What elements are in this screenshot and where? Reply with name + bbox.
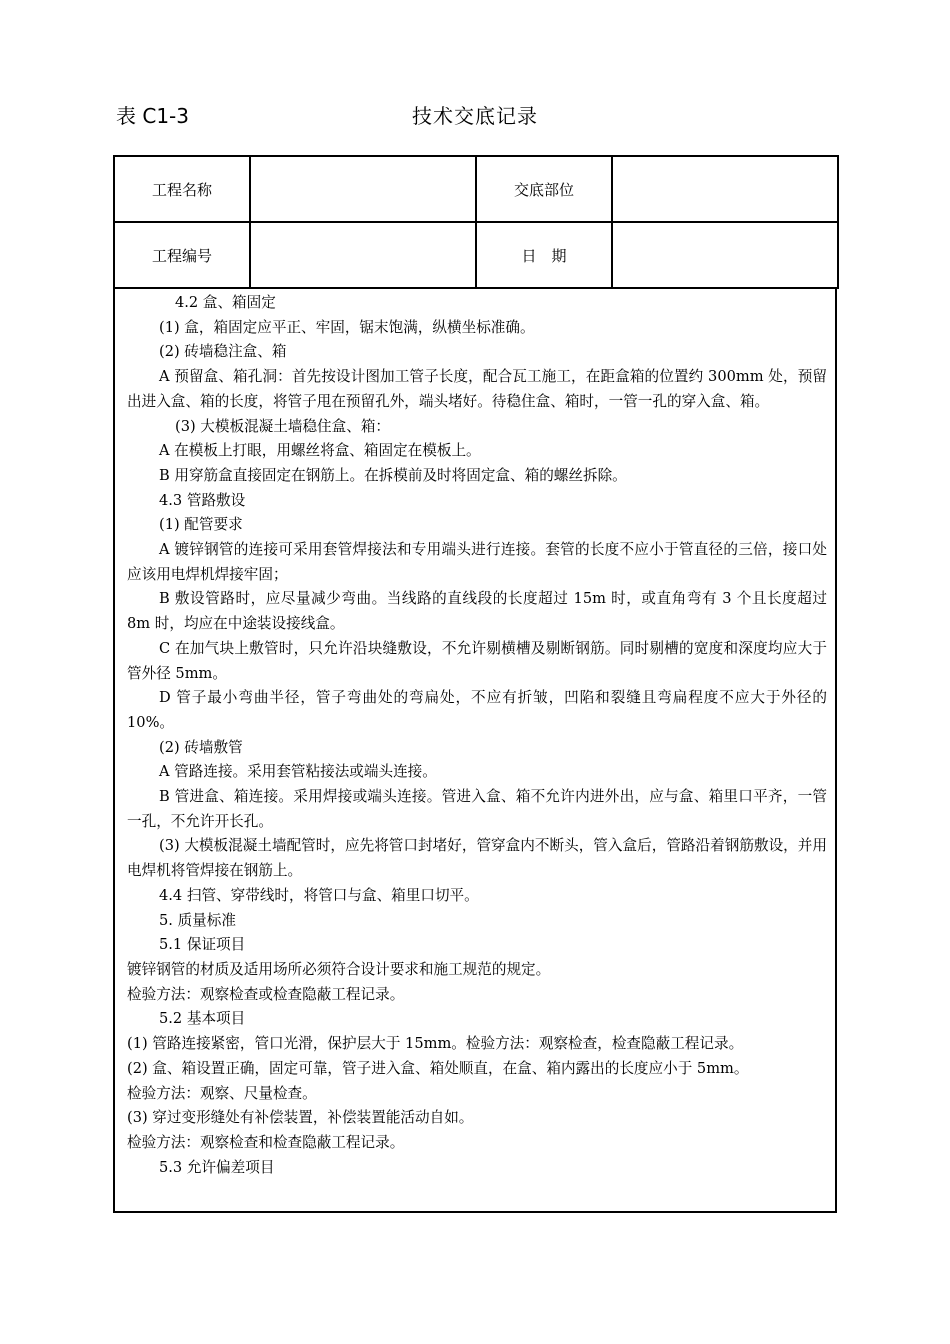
paragraph: 检验方法：观察检查或检查隐蔽工程记录。 [127, 985, 405, 1003]
paragraph: A 镀锌钢管的连接可采用套管焊接法和专用端头进行连接。套管的长度不应小于管直径的三倍，接口处应该用电焊机焊接牢固； [127, 541, 827, 583]
paragraph: (1) 配管要求 [159, 516, 243, 534]
paragraph: 5.2 基本项目 [159, 1010, 246, 1028]
paragraph: A 预留盒、箱孔洞：首先按设计图加工管子长度，配合瓦工施工，在距盒箱的位置约 300mm 处，预留出进入盒、箱的长度，将管子甩在预留孔外，端头堵好。待稳住盒、箱时，一管一孔的穿入盒、箱。 [127, 368, 827, 410]
location-label: 交底部位 [476, 156, 612, 222]
disclosure-content-box [113, 289, 837, 1213]
info-table [113, 155, 839, 289]
paragraph: (3) 大模板混凝土墙稳住盒、箱： [175, 417, 391, 435]
paragraph: (2) 盒、箱设置正确，固定可靠，管子进入盒、箱处顺直，在盒、箱内露出的长度应小于 5mm。 [127, 1059, 749, 1077]
disclosure-content [115, 289, 835, 1180]
paragraph: B 管进盒、箱连接。采用焊接或端头连接。管进入盒、箱不允许内进外出，应与盒、箱里口平齐，一管一孔，不允许开长孔。 [127, 788, 827, 830]
paragraph: 5. 质量标准 [159, 911, 236, 929]
project-no-value[interactable] [250, 222, 476, 288]
paragraph: B 敷设管路时，应尽量减少弯曲。当线路的直线段的长度超过 15m 时，或直角弯有 3 个且长度超过 8m 时，均应在中途装设接线盒。 [127, 590, 827, 633]
page-title: 技术交底记录 [412, 104, 538, 128]
paragraph: 4.2 盒、箱固定 [175, 294, 276, 311]
paragraph: (3) 大模板混凝土墙配管时，应先将管口封堵好，管穿盒内不断头，管入盒后，管路沿着钢筋敷设，并用电焊机将管焊接在钢筋上。 [127, 837, 827, 880]
paragraph: B 用穿筋盒直接固定在钢筋上。在拆模前及时将固定盒、箱的螺丝拆除。 [159, 466, 627, 484]
form-code: 表 C1-3 [116, 104, 189, 128]
paragraph: 镀锌钢管的材质及适用场所必须符合设计要求和施工规范的规定。 [127, 960, 551, 978]
date-label: 日 期 [476, 222, 612, 288]
paragraph: (1) 管路连接紧密，管口光滑，保护层大于 15mm。检验方法：观察检查，检查隐蔽工程记录。 [127, 1035, 744, 1053]
paragraph: 5.3 允许偏差项目 [159, 1158, 275, 1176]
paragraph: 4.4 扫管、穿带线时，将管口与盒、箱里口切平。 [159, 886, 479, 904]
paragraph: (2) 砖墙敷管 [159, 738, 243, 756]
paragraph: (3) 穿过变形缝处有补偿装置，补偿装置能活动自如。 [127, 1109, 474, 1127]
project-name-label: 工程名称 [114, 156, 250, 222]
paragraph: A 管路连接。采用套管粘接法或端头连接。 [159, 763, 437, 781]
paragraph: C 在加气块上敷管时，只允许沿块缝敷设，不允许剔横槽及剔断钢筋。同时剔槽的宽度和深度均应大于管外径 5mm。 [127, 639, 827, 682]
paragraph: (1) 盒，箱固定应平正、牢固，锯末饱满，纵横坐标准确。 [159, 318, 535, 336]
paragraph: D 管子最小弯曲半径，管子弯曲处的弯扁处，不应有折皱，凹陷和裂缝且弯扁程度不应大于外径的 10%。 [127, 689, 827, 731]
paragraph: 5.1 保证项目 [159, 936, 246, 954]
paragraph: 检验方法：观察检查和检查隐蔽工程记录。 [127, 1133, 405, 1151]
project-no-label: 工程编号 [114, 222, 250, 288]
paragraph: 4.3 管路敷设 [159, 491, 246, 509]
paragraph: (2) 砖墙稳注盒、箱 [159, 343, 287, 361]
date-value[interactable] [612, 222, 838, 288]
project-name-value[interactable] [250, 156, 476, 222]
paragraph: A 在模板上打眼，用螺丝将盒、箱固定在模板上。 [159, 442, 481, 460]
paragraph: 检验方法：观察、尺量检查。 [127, 1084, 317, 1102]
location-value[interactable] [612, 156, 838, 222]
